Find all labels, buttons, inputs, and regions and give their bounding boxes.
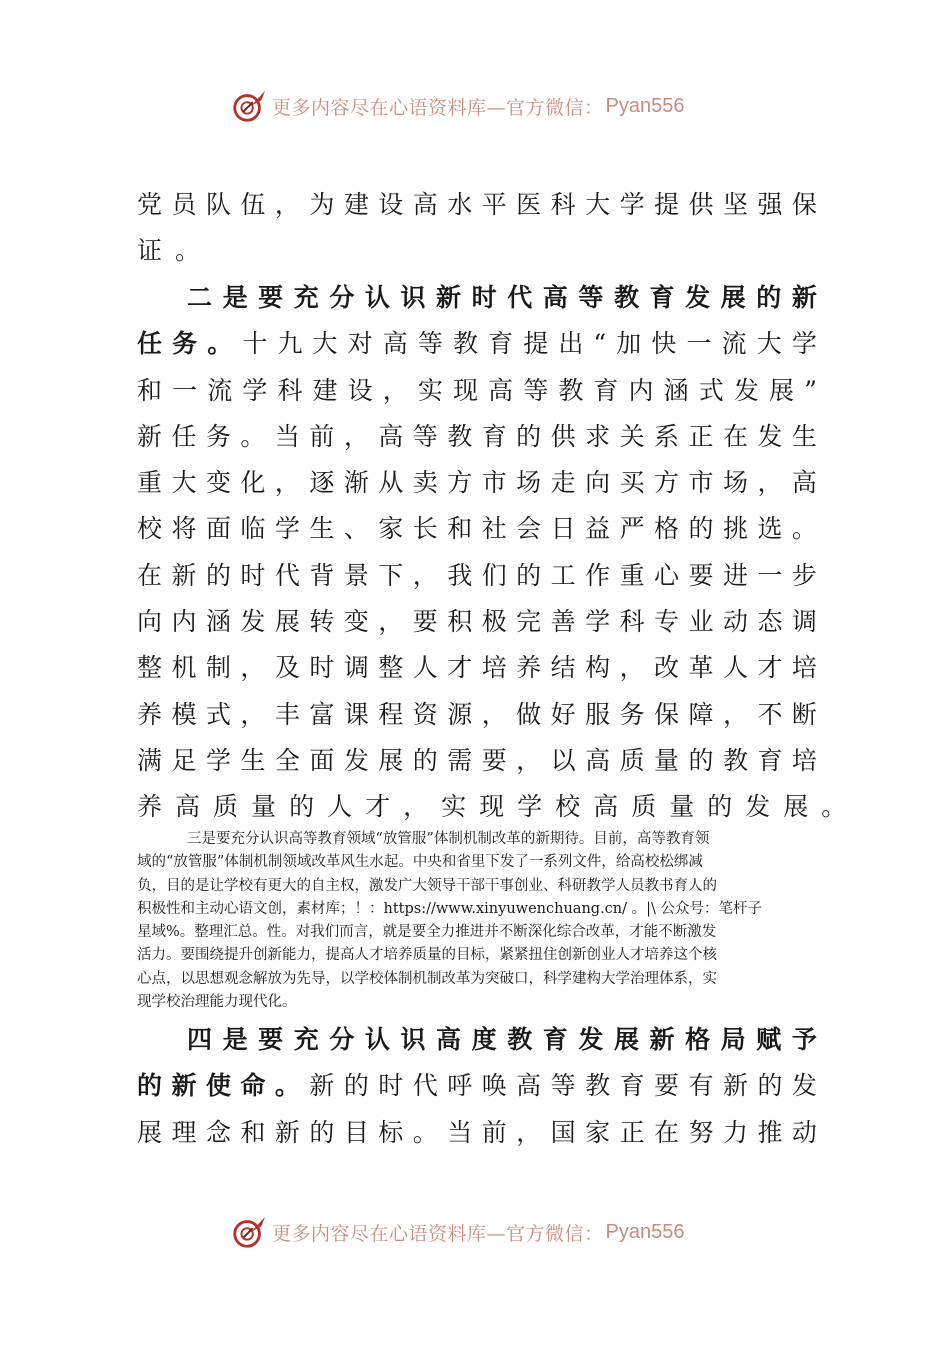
small-text-line: 积极性和主动心语文创，素材库；！：https://www.xinyuwenchuang.cn/ 。|\ 公众号：笔杆子 xyxy=(137,900,763,917)
text-line: 满 足 学 生 全 面 发 展 的 需 要 ， 以 高 质 量 的 教 育 培 xyxy=(137,745,817,775)
small-text-line: 三是要充分认识高等教育领域“放管服”体制机制改革的新期待。目前，高等教育领 xyxy=(187,831,710,847)
text-line: 党 员 队 伍 ， 为 建 设 高 水 平 医 科 大 学 提 供 坚 强 保 xyxy=(137,190,817,219)
text-line: 在 新 的 时 代 背 景 下 ， 我 们 的 工 作 重 心 要 进 一 步 xyxy=(137,560,817,590)
paragraph-3-small-text xyxy=(137,828,827,1014)
banner-wechat-id: Pyan556 xyxy=(605,1220,685,1243)
banner-wechat-id: Pyan556 xyxy=(605,94,685,117)
banner-text: 更多内容尽在心语资料库—官方微信： xyxy=(272,96,604,119)
small-text-line: 活力。要围绕提升创新能力，提高人才培养质量的目标，紧紧扭住创新创业人才培养这个核 xyxy=(137,947,717,964)
text-line: 和 一 流 学 科 建 设 ， 实 现 高 等 教 育 内 涵 式 发 展 ” xyxy=(137,375,817,405)
text-line: 二 是 要 充 分 认 识 新 时 代 高 等 教 育 发 展 的 新 xyxy=(187,283,817,312)
text-line: 任 务 。 十 九 大 对 高 等 教 育 提 出 “ 加 快 一 流 大 学 xyxy=(137,329,817,359)
small-text-line: 星域%。整理汇总。性。对我们而言，就是要全力推进并不断深化综合改革，才能不断激发 xyxy=(137,924,717,941)
text-line: 向 内 涵 发 展 转 变 ， 要 积 极 完 善 学 科 专 业 动 态 调 xyxy=(137,607,817,637)
paragraph-4 xyxy=(137,1017,817,1156)
text-line: 展 理 念 和 新 的 目 标 。 当 前 ， 国 家 正 在 努 力 推 动 xyxy=(137,1117,817,1147)
small-text-line: 负，目的是让学校有更大的自主权，激发广大领导干部干事创业、科研教学人员教书育人的 xyxy=(137,877,717,894)
footer-watermark-banner xyxy=(230,1212,730,1252)
text-line: 校 将 面 临 学 生 、 家 长 和 社 会 日 益 严 格 的 挑 选 。 xyxy=(137,514,817,544)
text-line: 养 模 式 ， 丰 富 课 程 资 源 ， 做 好 服 务 保 障 ， 不 断 xyxy=(137,699,817,729)
quill-logo-icon xyxy=(230,87,268,125)
text-line: 养 高 质 量 的 人 才 ， 实 现 学 校 高 质 量 的 发 展 。 xyxy=(137,792,860,822)
small-text-line: 心点，以思想观念解放为先导，以学校体制机制改革为突破口，科学建构大学治理体系，实 xyxy=(137,970,717,987)
banner-text: 更多内容尽在心语资料库—官方微信： xyxy=(272,1222,604,1245)
text-line: 四 是 要 充 分 认 识 高 度 教 育 发 展 新 格 局 赋 予 xyxy=(187,1025,817,1054)
small-text-line: 域的“放管服”体制机制领域改革风生水起。中央和省里下发了一系列文件，给高校松绑减 xyxy=(137,854,703,871)
text-line: 的 新 使 命 。 新 的 时 代 呼 唤 高 等 教 育 要 有 新 的 发 xyxy=(137,1071,817,1101)
text-line: 重 大 变 化 ， 逐 渐 从 卖 方 市 场 走 向 买 方 市 场 ， 高 xyxy=(137,468,817,498)
text-line: 新 任 务 。 当 前 ， 高 等 教 育 的 供 求 关 系 正 在 发 生 xyxy=(137,421,817,451)
header-watermark-banner xyxy=(230,86,730,126)
text-line: 整 机 制 ， 及 时 调 整 人 才 培 养 结 构 ， 改 革 人 才 培 xyxy=(137,653,817,683)
paragraph-2 xyxy=(137,275,860,831)
text-line: 证。 xyxy=(137,236,214,266)
quill-logo-icon xyxy=(230,1213,268,1251)
paragraph-1 xyxy=(137,182,817,275)
small-text-line: 现学校治理能力现代化。 xyxy=(137,994,297,1011)
